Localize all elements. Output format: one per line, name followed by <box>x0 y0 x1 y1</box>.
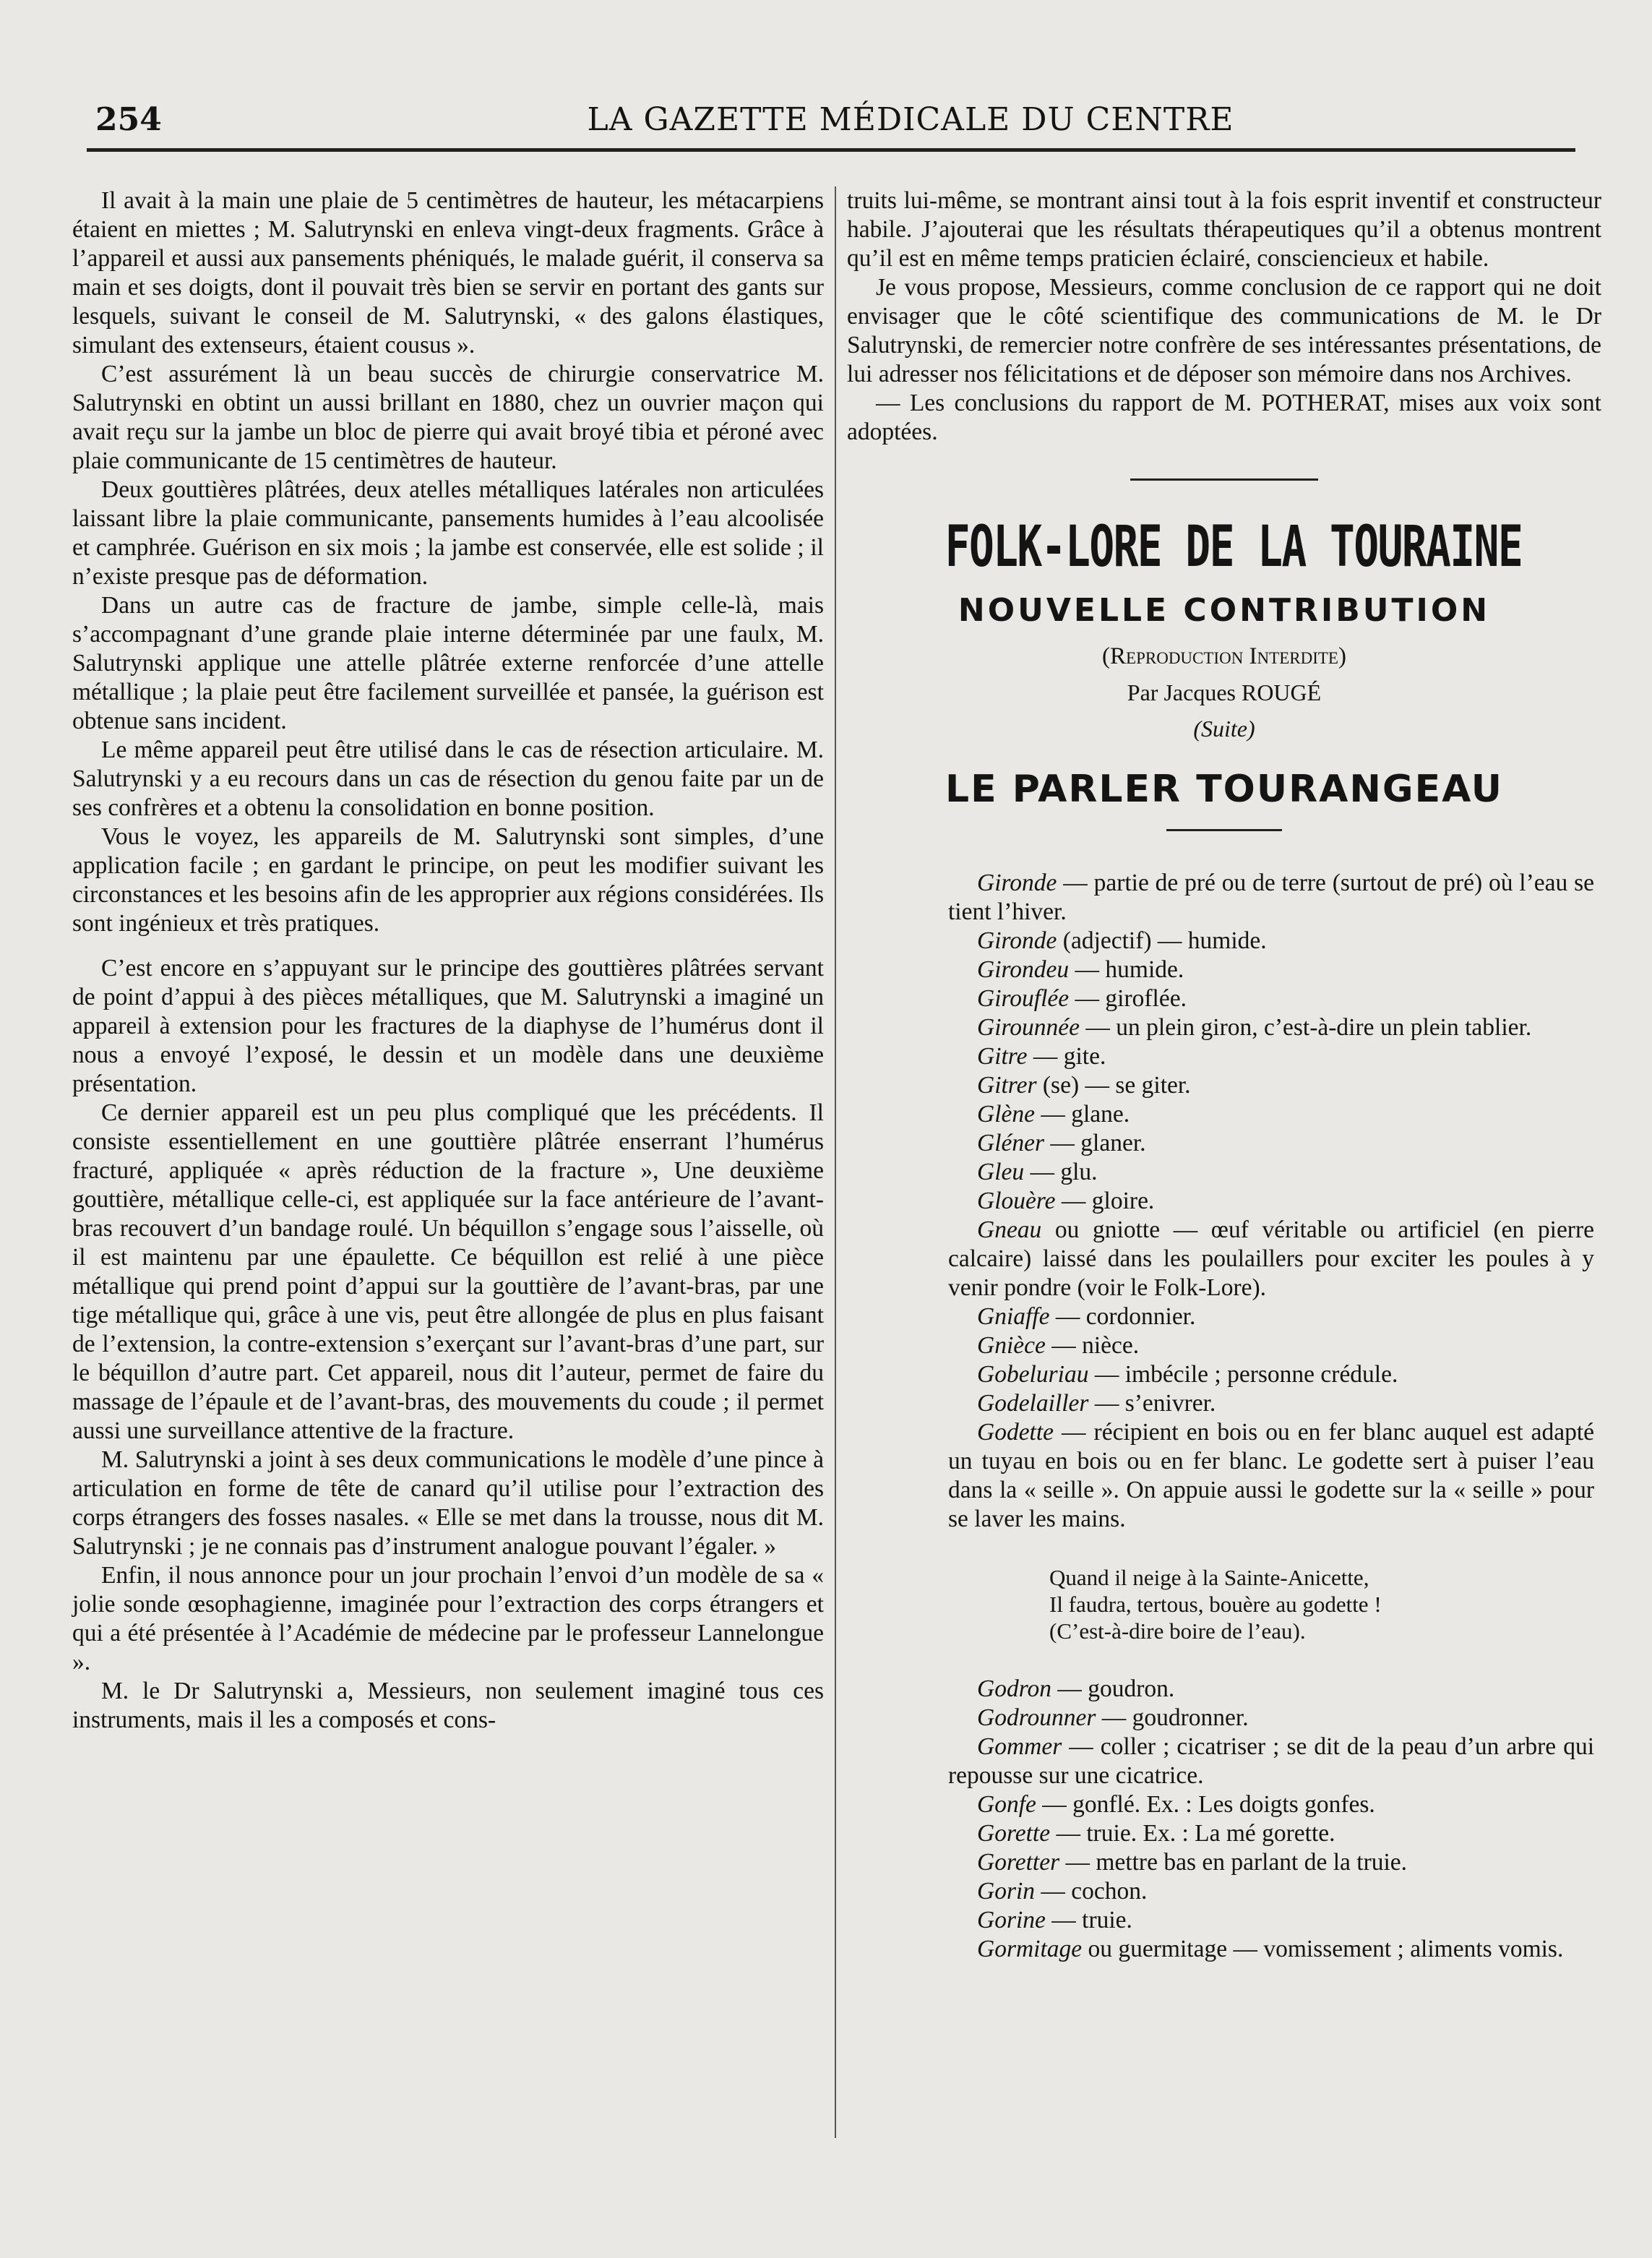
entry-definition: — cochon. <box>1035 1878 1148 1905</box>
entry-headword: Godette <box>977 1419 1054 1446</box>
section-title: LE PARLER TOURANGEAU <box>945 768 1503 811</box>
entry-definition: (adjectif) — humide. <box>1057 927 1267 954</box>
entry-definition: ou gniotte — œuf véritable ou artificiel (en pierre calcaire) laissé dans les poulaillers pour exciter les poules à y venir pondre (voir le Folk-Lore). <box>948 1216 1594 1301</box>
entry-headword: Gitrer <box>977 1072 1037 1099</box>
folklore-title-block <box>847 512 1601 831</box>
article-subtitle: NOUVELLE CONTRIBUTION <box>958 592 1491 629</box>
glossary-entry <box>890 1389 1594 1418</box>
glossary-entry <box>890 1733 1594 1790</box>
entry-definition: — récipient en bois ou en fer blanc auquel est adapté un tuyau en bois ou en fer blanc. Le godette sert à puiser l’eau dans la « seille ». On appuie aussi le godette sur la « seille » pour se laver les mains. <box>948 1419 1594 1532</box>
glossary-entry <box>890 984 1594 1013</box>
entry-definition: — glu. <box>1024 1159 1098 1185</box>
entry-headword: Godelailler <box>977 1390 1089 1417</box>
entry-headword: Goretter <box>977 1849 1060 1876</box>
entry-headword: Gobeluriau <box>977 1361 1089 1388</box>
glossary-entry <box>890 1360 1594 1389</box>
glossary-entry <box>890 1042 1594 1071</box>
byline: Par Jacques ROUGÉ <box>1127 679 1322 705</box>
glossary-entry <box>890 1071 1594 1100</box>
glossary-entry <box>890 1906 1594 1935</box>
glossary-entry <box>890 1100 1594 1129</box>
entry-definition: — s’enivrer. <box>1088 1390 1216 1417</box>
glossary-entry <box>890 1790 1594 1819</box>
paragraph: Dans un autre cas de fracture de jambe, simple celle-là, mais s’accompagnant d’une grande plaie interne déterminée par une faulx, M. Salutrynski applique une attelle plâtrée externe renforcée d’une attelle métallique ; la plaie peut être facilement surveillée et pansée, la guérison est obtenue sans incident. <box>72 592 824 734</box>
paragraph: M. le Dr Salutrynski a, Messieurs, non seulement imaginé tous ces instruments, mais il les a composés et cons- <box>72 1678 824 1733</box>
entry-headword: Gneau <box>977 1216 1042 1243</box>
verse-line: Il faudra, tertous, bouère au godette ! <box>1049 1592 1382 1617</box>
entry-headword: Gitre <box>977 1043 1028 1070</box>
continued-note: (Suite) <box>1193 716 1255 742</box>
paragraph: M. Salutrynski a joint à ses deux communications le modèle d’une pince à articulation en forme de tête de canard qu’il utilise pour l’extraction des corps étrangers des fosses nasales. « Elle se met dans la trousse, nous dit M. Salutrynski ; je ne connais pas d’instrument analogue pouvant l’égaler. » <box>72 1446 824 1560</box>
entry-definition: — truie. <box>1045 1907 1132 1933</box>
glossary-entry <box>890 1935 1594 1964</box>
entry-definition: — partie de pré ou de terre (surtout de pré) où l’eau se tient l’hiver. <box>948 870 1594 925</box>
column-divider <box>835 186 836 2138</box>
entry-headword: Gironde <box>977 927 1057 954</box>
entry-headword: Gleu <box>977 1159 1025 1185</box>
glossary-entry <box>890 1013 1594 1042</box>
glossary-entry <box>890 1216 1594 1302</box>
entry-definition: — goudronner. <box>1096 1704 1249 1731</box>
paragraph: Deux gouttières plâtrées, deux atelles métalliques latérales non articulées laissant libre la plaie communicante, pansements humides à l’eau alcoolisée et camphrée. Guérison en six mois ; la jambe est conservée, elle est solide ; il n’existe presque pas de déformation. <box>72 476 824 590</box>
entry-definition: — glane. <box>1035 1101 1130 1128</box>
glossary-entry <box>890 869 1594 927</box>
journal-title: LA GAZETTE MÉDICALE DU CENTRE <box>587 101 1234 138</box>
paragraph: Il avait à la main une plaie de 5 centimètres de hauteur, les métacarpiens étaient en miettes ; M. Salutrynski en enleva vingt-deux fragments. Grâce à l’appareil et aussi aux pansements phéniqués, le malade guérit, il conserva sa main et ses doigts, dont il pouvait très bien se servir en portant des gants sur lesquels, suivant le conseil de M. Salutrynski, « des galons élastiques, simulant des extenseurs, étaient cousus ». <box>72 187 824 359</box>
glossary-entry <box>890 927 1594 956</box>
paragraph: C’est encore en s’appuyant sur le principe des gouttières plâtrées servant de point d’appui à des pièces métalliques, que M. Salutrynski a imaginé un appareil à extension pour les fractures de la diaphyse de l’humérus dont il nous a envoyé l’exposé, le dessin et un modèle dans une deuxième présentation. <box>72 955 824 1097</box>
glossary-entry <box>890 1302 1594 1331</box>
glossary-entry <box>890 956 1594 984</box>
entry-definition: — coller ; cicatriser ; se dit de la peau d’un arbre qui repousse sur une cicatrice. <box>948 1733 1594 1789</box>
verse-line: Quand il neige à la Sainte-Anicette, <box>1049 1565 1369 1590</box>
entry-definition: — goudron. <box>1051 1675 1175 1702</box>
glossary-entry <box>890 1187 1594 1216</box>
entry-definition: — gloire. <box>1055 1188 1155 1214</box>
page-number: 254 <box>95 101 162 138</box>
title-rule <box>1166 829 1282 831</box>
entry-headword: Girouflée <box>977 985 1070 1012</box>
glossary-entry <box>890 1819 1594 1848</box>
paragraph: Enfin, il nous annonce pour un jour prochain l’envoi d’un modèle de sa « jolie sonde œsophagienne, imaginée pour l’extraction des corps étrangers et qui a été présentée à l’Académie de médecine par le professeur Lannelongue ». <box>72 1562 824 1675</box>
entry-definition: — imbécile ; personne crédule. <box>1088 1361 1398 1388</box>
entry-definition: — gonflé. Ex. : Les doigts gonfes. <box>1036 1791 1375 1818</box>
header-rule <box>87 148 1575 152</box>
glossary-entry <box>890 1129 1594 1158</box>
glossary-entry <box>890 1877 1594 1906</box>
entry-headword: Gormitage <box>977 1936 1083 1962</box>
glossary-entries <box>847 869 1601 1964</box>
verse-line: (C’est-à-dire boire de l’eau). <box>1049 1618 1306 1644</box>
paragraph: truits lui-même, se montrant ainsi tout à la fois esprit inventif et constructeur habile. J’ajouterai que les résultats thérapeutiques qu’il a obtenus montrent qu’il est en même temps praticien éclairé, consciencieux et habile. <box>847 187 1601 272</box>
entry-headword: Gnièce <box>977 1332 1046 1359</box>
entry-headword: Gorine <box>977 1907 1046 1933</box>
entry-definition: (se) — se giter. <box>1036 1072 1191 1099</box>
article-title: FOLK-LORE DE LA TOURAINE <box>945 515 1523 580</box>
entry-headword: Godron <box>977 1675 1051 1702</box>
entry-headword: Gorin <box>977 1878 1036 1905</box>
glossary-entry <box>890 1331 1594 1360</box>
entry-headword: Glène <box>977 1101 1035 1128</box>
entry-definition: — gite. <box>1027 1043 1106 1070</box>
entry-headword: Girondeu <box>977 956 1070 983</box>
entry-definition: — mettre bas en parlant de la truie. <box>1059 1849 1408 1876</box>
right-column <box>847 186 1601 1964</box>
entry-headword: Gorette <box>977 1820 1051 1847</box>
entry-definition: — giroflée. <box>1069 985 1187 1012</box>
entry-definition: — glaner. <box>1044 1130 1146 1156</box>
glossary-entry <box>890 1675 1594 1704</box>
entry-definition: — nièce. <box>1045 1332 1140 1359</box>
glossary-entry <box>890 1418 1594 1534</box>
reproduction-notice: (Reproduction Interdite) <box>1102 643 1346 669</box>
paragraph: Ce dernier appareil est un peu plus compliqué que les précédents. Il consiste essentiellement en une gouttière plâtrée enserrant l’humérus fracturé, appliquée « après réduction de la fracture », Une deuxième gouttière, métallique celle-ci, est appliquée sur la face antérieure de l’avant-bras recouvert d’un bandage roulé. Un béquillon s’engage sous l’aisselle, où il est maintenu par une épaulette. Ce béquillon est relié à une pièce métallique qui prend point d’appui sur la gouttière de l’avant-bras, par une tige métallique qui, grâce à une vis, peut être allongée de plus en plus faisant de l’extension, la contre-extension s’exerçant sur l’avant-bras d’une part, sur le béquillon d’autre part. Cet appareil, nous dit l’auteur, permet de faire du massage de l’épaule et de l’avant-bras, des mouvements du coude ; il permet aussi une surveillance attentive de la fracture. <box>72 1099 824 1444</box>
entry-definition: — un plein giron, c’est-à-dire un plein tablier. <box>1080 1014 1532 1041</box>
paragraph: Le même appareil peut être utilisé dans le cas de résection articulaire. M. Salutrynski y a eu recours dans un cas de résection du genou faite par un de ses confrères et a obtenu la consolidation en bonne position. <box>72 737 824 821</box>
paragraph: C’est assurément là un beau succès de chirurgie conservatrice M. Salutrynski en obtint un aussi brillant en 1880, chez un ouvrier maçon qui avait reçu sur la jambe un bloc de pierre qui avait broyé tibia et péroné avec plaie communicante de 15 centimètres de hauteur. <box>72 361 824 474</box>
left-column <box>72 186 824 1735</box>
entry-headword: Godrounner <box>977 1704 1096 1731</box>
entry-headword: Glouère <box>977 1188 1056 1214</box>
entry-definition: ou guermitage — vomissement ; aliments vomis. <box>1082 1936 1564 1962</box>
entry-headword: Gonfe <box>977 1791 1036 1818</box>
paragraph: Je vous propose, Messieurs, comme conclusion de ce rapport qui ne doit envisager que le côté scientifique des communications de M. le Dr Salutrynski, de remercier notre confrère de ses intéressantes présentations, de lui adresser nos félicitations et de déposer son mémoire dans nos Archives. <box>847 274 1601 387</box>
entry-headword: Gommer <box>977 1733 1062 1760</box>
running-head <box>87 101 1575 145</box>
glossary-entry <box>890 1704 1594 1733</box>
glossary-list-part2 <box>890 1675 1594 1964</box>
verse-quote <box>890 1564 1594 1644</box>
entry-headword: Gniaffe <box>977 1303 1050 1330</box>
entry-definition: — humide. <box>1069 956 1184 983</box>
glossary-entry <box>890 1848 1594 1877</box>
entry-headword: Gironde <box>977 870 1057 896</box>
entry-definition: — cordonnier. <box>1049 1303 1196 1330</box>
entry-headword: Girounnée <box>977 1014 1080 1041</box>
paragraph: Vous le voyez, les appareils de M. Salutrynski sont simples, d’une application facile ; en gardant le principe, on peut les modifier suivant les circonstances et les besoins afin de les approprier aux régions considérées. Ils sont ingénieux et très pratiques. <box>72 823 825 937</box>
entry-definition: — truie. Ex. : La mé gorette. <box>1050 1820 1335 1847</box>
section-separator <box>1130 478 1318 481</box>
entry-headword: Gléner <box>977 1130 1045 1156</box>
glossary-entry <box>890 1158 1594 1187</box>
paragraph: — Les conclusions du rapport de M. POTHERAT, mises aux voix sont adoptées. <box>847 390 1601 445</box>
glossary-list-part1 <box>890 869 1594 1534</box>
